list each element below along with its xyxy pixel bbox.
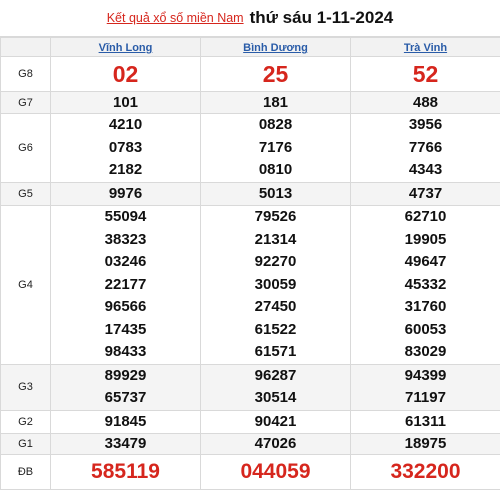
prize-number: 47026: [254, 435, 297, 452]
prize-number: 79526: [254, 208, 297, 225]
prize-number: 62710: [404, 208, 447, 225]
prize-number: 0810: [258, 161, 293, 178]
prize-number: 33479: [104, 435, 147, 452]
prize-cell: [351, 114, 500, 183]
prize-cell: [201, 92, 351, 114]
prize-cell: [51, 364, 201, 410]
prize-number: 96566: [104, 298, 147, 315]
province-header-row: [1, 38, 500, 57]
prize-label: G4: [1, 206, 51, 365]
prize-row-g4: [1, 206, 500, 365]
prize-number: 19905: [404, 230, 447, 248]
prize-cell: [201, 57, 351, 92]
prize-row-g7: [1, 92, 500, 114]
prize-number: 25: [262, 61, 289, 87]
prize-cell: [51, 410, 201, 434]
prize-row-g3: [1, 364, 500, 410]
prize-cell: [351, 455, 500, 490]
prize-cell: [201, 114, 351, 183]
prize-number: 94399: [404, 366, 447, 384]
prize-number: 65737: [104, 389, 147, 406]
prize-cell: [351, 57, 500, 92]
prize-number: 2182: [108, 161, 143, 178]
prize-label: G7: [1, 92, 51, 114]
prize-cell: [51, 455, 201, 490]
prize-number: 18975: [404, 435, 447, 452]
prize-number: 98433: [104, 343, 147, 360]
prize-number: 7176: [258, 138, 293, 156]
prize-number: 7766: [408, 138, 443, 156]
prize-cell: [51, 114, 201, 183]
special-prize-number: 332200: [390, 460, 461, 483]
prize-number: 55094: [104, 208, 147, 225]
prize-number: 3956: [408, 116, 443, 133]
province-link-binh-duong[interactable]: Bình Dương: [243, 42, 308, 54]
prize-number: 4210: [108, 116, 143, 133]
prize-cell: [51, 434, 201, 455]
prize-number: 488: [412, 94, 439, 111]
prize-number: 60053: [404, 320, 447, 338]
prize-cell: [351, 410, 500, 434]
prize-number: 61311: [405, 412, 446, 430]
prize-label: G3: [1, 364, 51, 410]
prize-number: 30514: [254, 389, 297, 406]
prize-number: 4737: [408, 184, 443, 202]
prize-number: 101: [112, 94, 139, 111]
prize-cell: [201, 410, 351, 434]
results-region-link[interactable]: Kết quả xổ số miền Nam: [106, 11, 244, 25]
prize-label: G1: [1, 434, 51, 455]
prize-number: 52: [412, 61, 439, 87]
prize-number: 30059: [254, 275, 297, 293]
prize-label: G8: [1, 57, 51, 92]
prize-cell: [351, 206, 500, 365]
prize-number: 71197: [405, 389, 446, 406]
prize-cell: [351, 92, 500, 114]
results-date: thứ sáu 1-11-2024: [249, 8, 394, 27]
prize-label: G5: [1, 182, 51, 206]
prize-number: 61522: [254, 320, 297, 338]
prize-number: 92270: [254, 253, 297, 270]
prize-cell: [201, 206, 351, 365]
province-link-vinh-long[interactable]: Vĩnh Long: [98, 42, 153, 54]
prize-number: 89929: [104, 366, 147, 384]
prize-cell: [51, 206, 201, 365]
prize-cell: [351, 434, 500, 455]
prize-cell: [51, 57, 201, 92]
province-link-tra-vinh[interactable]: Trà Vinh: [403, 42, 448, 54]
prize-number: 9976: [108, 184, 143, 202]
prize-row-g6: [1, 114, 500, 183]
prize-number: 61571: [254, 343, 297, 360]
results-header: [0, 0, 500, 37]
prize-cell: [351, 364, 500, 410]
prize-number: 0783: [108, 138, 143, 156]
prize-number: 02: [112, 61, 139, 87]
prize-number: 4343: [408, 161, 443, 178]
prize-number: 21314: [254, 230, 297, 248]
prize-row-g5: [1, 182, 500, 206]
prize-number: 27450: [254, 298, 297, 315]
province-header: [201, 38, 351, 57]
prize-label: ĐB: [1, 455, 51, 490]
prize-row-g2: [1, 410, 500, 434]
prize-number: 90421: [254, 412, 297, 430]
prize-number: 17435: [104, 320, 147, 338]
prize-label: G6: [1, 114, 51, 183]
prize-cell: [201, 455, 351, 490]
prize-number: 0828: [258, 116, 293, 133]
prize-row-g8: [1, 57, 500, 92]
province-header: [51, 38, 201, 57]
prize-number: 181: [262, 94, 289, 111]
prize-cell: [51, 182, 201, 206]
corner-cell: [1, 38, 51, 57]
special-prize-number: 585119: [91, 460, 160, 483]
prize-number: 49647: [404, 253, 447, 270]
prize-number: 03246: [104, 253, 147, 270]
prize-number: 22177: [104, 275, 147, 293]
prize-cell: [201, 182, 351, 206]
prize-number: 83029: [404, 343, 447, 360]
prize-cell: [201, 434, 351, 455]
prize-label: G2: [1, 410, 51, 434]
prize-cell: [201, 364, 351, 410]
prize-number: 96287: [254, 366, 297, 384]
prize-number: 5013: [258, 184, 293, 202]
special-prize-number: 044059: [240, 460, 311, 483]
prize-number: 38323: [104, 230, 147, 248]
prize-row-g1: [1, 434, 500, 455]
prize-cell: [51, 92, 201, 114]
prize-number: 31760: [404, 298, 447, 315]
province-header: [351, 38, 500, 57]
prize-number: 91845: [104, 412, 147, 430]
prize-cell: [351, 182, 500, 206]
lottery-results-table: [0, 37, 500, 490]
prize-number: 45332: [404, 275, 447, 293]
prize-row-special: [1, 455, 500, 490]
